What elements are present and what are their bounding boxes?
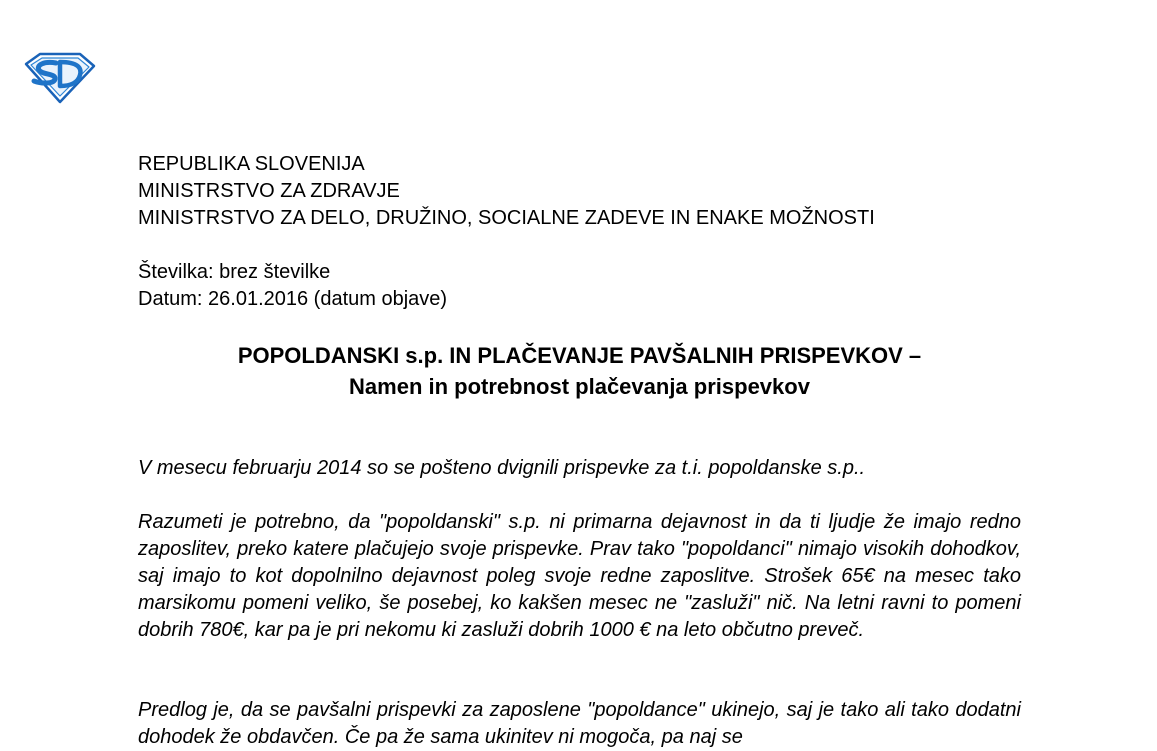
document-meta xyxy=(138,259,447,313)
header-ministry-labour: MINISTRSTVO ZA DELO, DRUŽINO, SOCIALNE ZADEVE IN ENAKE MOŽNOSTI xyxy=(138,207,875,229)
title-line-2: Namen in potrebnost plačevanja prispevkov xyxy=(349,374,810,399)
document-date: Datum: 26.01.2016 (datum objave) xyxy=(138,288,448,310)
paragraph-proposal: Predlog je, da se pavšalni prispevki za zaposlene "popoldance" ukinejo, saj je tako ali tako dodatni dohodek že obdavčen. Če pa že sama ukinitev ni mogoča, pa naj se xyxy=(138,699,1021,748)
paragraph-intro: V mesecu februarju 2014 so se pošteno dvignili prispevke za t.i. popoldanske s.p.. xyxy=(138,457,866,479)
title-line-1: POPOLDANSKI s.p. IN PLAČEVANJE PAVŠALNIH PRISPEVKOV – xyxy=(237,343,922,368)
header-ministry-health: MINISTRSTVO ZA ZDRAVJE xyxy=(138,180,400,202)
document-number: Številka: brez številke xyxy=(138,261,331,283)
header-republic: REPUBLIKA SLOVENIJA xyxy=(138,153,365,175)
letterhead xyxy=(138,151,875,232)
document-title xyxy=(138,340,1021,402)
logo-icon xyxy=(22,50,96,104)
paragraph-explanation: Razumeti je potrebno, da "popoldanski" s.p. ni primarna dejavnost in da ti ljudje že imajo redno zaposlitev, preko katere plačujejo svoje prispevke. Prav tako "popoldanci" nimajo visokih dohodkov, saj imajo to kot dopolnilno dejavnost poleg svoje redne zaposlitve. Strošek 65€ na mesec tako marsikomu pomeni veliko, še posebej, ko kakšen mesec ne "zasluži" nič. Na letni ravni to pomeni dobrih 780€, kar pa je pri nekomu ki zasluži dobrih 1000 € na leto občutno preveč. xyxy=(138,511,1021,641)
